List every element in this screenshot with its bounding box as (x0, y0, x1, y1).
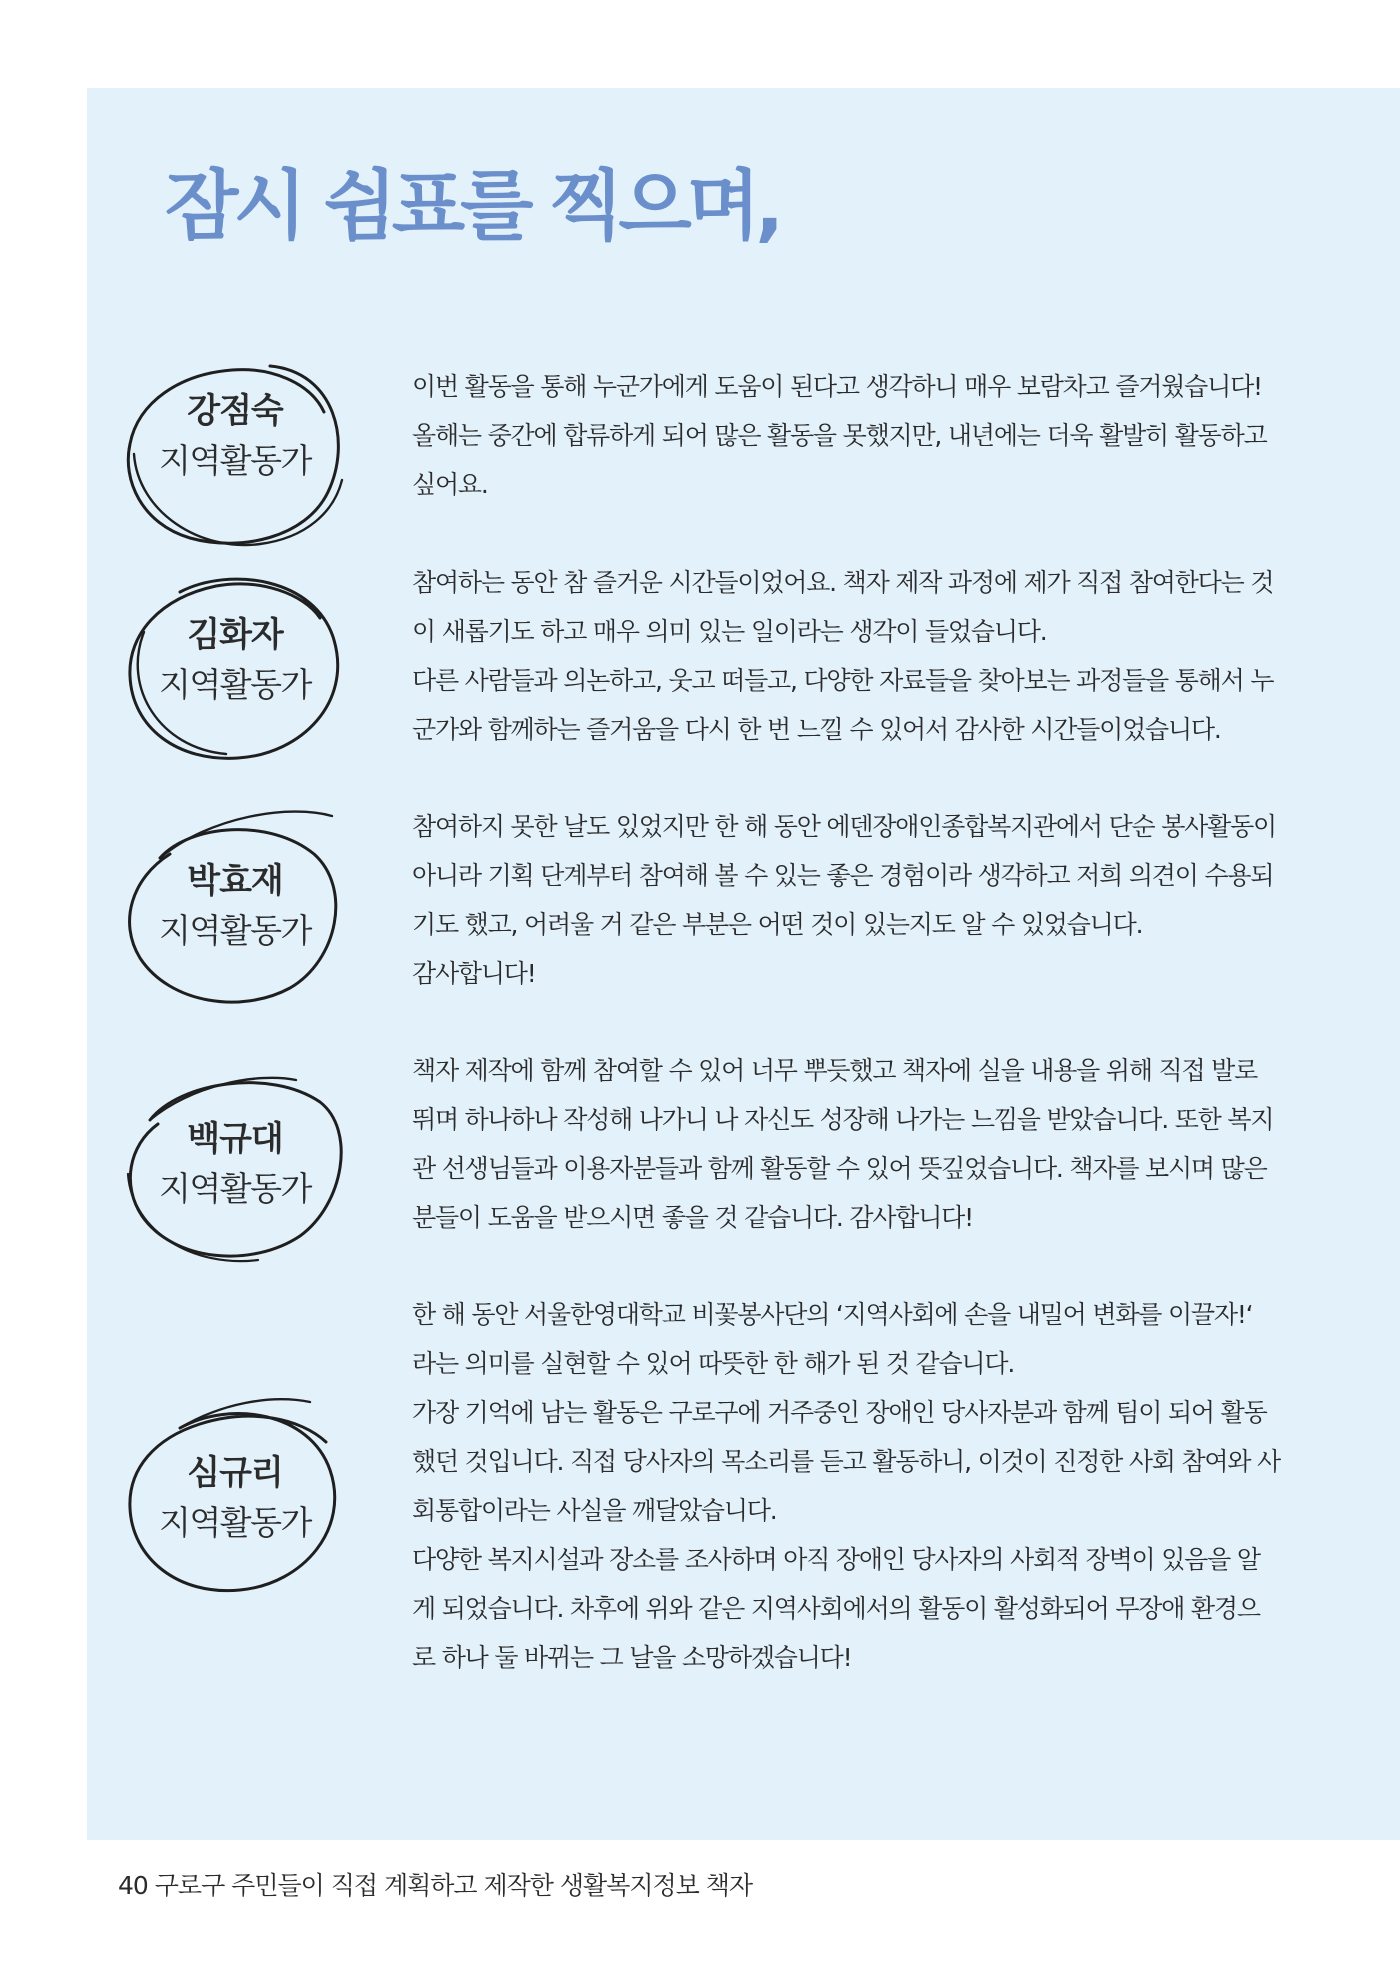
entry-text (412, 1046, 1280, 1242)
badge-name: 강점숙 (187, 391, 283, 431)
name-badge (120, 1064, 350, 1274)
entry-paragraph: 감사합니다! (412, 959, 536, 988)
badge-role: 지역활동가 (159, 665, 311, 704)
badge-name: 심규리 (187, 1453, 283, 1493)
badge-role: 지역활동가 (159, 911, 311, 950)
entry-paragraph: 참여하지 못한 날도 있었지만 한 해 동안 에덴장애인종합복지관에서 단순 봉사활동이 아니라 기획 단계부터 참여해 볼 수 있는 좋은 경험이라 생각하고 저희 의견이 수용되기도 했고, 어려울 거 같은 부분은 어떤 것이 있는지도 알 수 있었습니다. (412, 812, 1276, 939)
page-footer (118, 1866, 752, 1902)
entry-paragraph: 참여하는 동안 참 즐거운 시간들이었어요. 책자 제작 과정에 제가 직접 참여한다는 것이 새롭기도 하고 매우 의미 있는 일이라는 생각이 들었습니다. (412, 568, 1274, 646)
book-title: 구로구 주민들이 직접 계획하고 제작한 생활복지정보 책자 (154, 1871, 753, 1900)
entry-paragraph: 한 해 동안 서울한영대학교 비꽃봉사단의 ‘지역사회에 손을 내밀어 변화를 이끌자!‘ 라는 의미를 실현할 수 있어 따뜻한 한 해가 된 것 같습니다. (412, 1300, 1253, 1378)
page-number: 40 (118, 1871, 148, 1900)
entry-text (412, 1290, 1280, 1682)
badge-name: 박효재 (187, 861, 283, 901)
badge-role: 지역활동가 (159, 1169, 311, 1208)
entry-paragraph: 책자 제작에 함께 참여할 수 있어 너무 뿌듯했고 책자에 실을 내용을 위해 직접 발로 뛰며 하나하나 작성해 나가니 나 자신도 성장해 나가는 느낌을 받았습니다. 또한 복지관 선생님들과 이용자분들과 함께 활동할 수 있어 뜻깊었습니다. 책자를 보시며 많은 분들이 도움을 받으시면 좋을 것 같습니다. 감사합니다! (412, 1056, 1274, 1232)
entry-text (412, 802, 1280, 998)
entry-text (412, 362, 1280, 509)
name-badge (120, 808, 350, 1018)
name-badge (120, 352, 350, 562)
entry-paragraph: 가장 기억에 남는 활동은 구로구에 거주중인 장애인 당사자분과 함께 팀이 되어 활동했던 것입니다. 직접 당사자의 목소리를 듣고 활동하니, 이것이 진정한 사회 참여와 사회통합이라는 사실을 깨달았습니다. (412, 1398, 1281, 1525)
name-badge (120, 568, 350, 778)
entry-paragraph: 이번 활동을 통해 누군가에게 도움이 된다고 생각하니 매우 보람차고 즐거웠습니다! 올해는 중간에 합류하게 되어 많은 활동을 못했지만, 내년에는 더욱 활발히 활동하고 싶어요. (412, 372, 1267, 499)
page-title: 잠시 쉼표를 찍으며, (165, 161, 780, 250)
badge-role: 지역활동가 (159, 441, 311, 480)
badge-role: 지역활동가 (159, 1503, 311, 1542)
name-badge (120, 1398, 350, 1608)
badge-name: 김화자 (187, 615, 283, 655)
badge-name: 백규대 (187, 1119, 283, 1159)
entry-paragraph: 다른 사람들과 의논하고, 웃고 떠들고, 다양한 자료들을 찾아보는 과정들을 통해서 누군가와 함께하는 즐거움을 다시 한 번 느낄 수 있어서 감사한 시간들이었습니다. (412, 666, 1274, 744)
entry-text (412, 558, 1280, 754)
entry-paragraph: 다양한 복지시설과 장소를 조사하며 아직 장애인 당사자의 사회적 장벽이 있음을 알게 되었습니다. 차후에 위와 같은 지역사회에서의 활동이 활성화되어 무장애 환경으로 하나 둘 바뀌는 그 날을 소망하겠습니다! (412, 1545, 1260, 1672)
